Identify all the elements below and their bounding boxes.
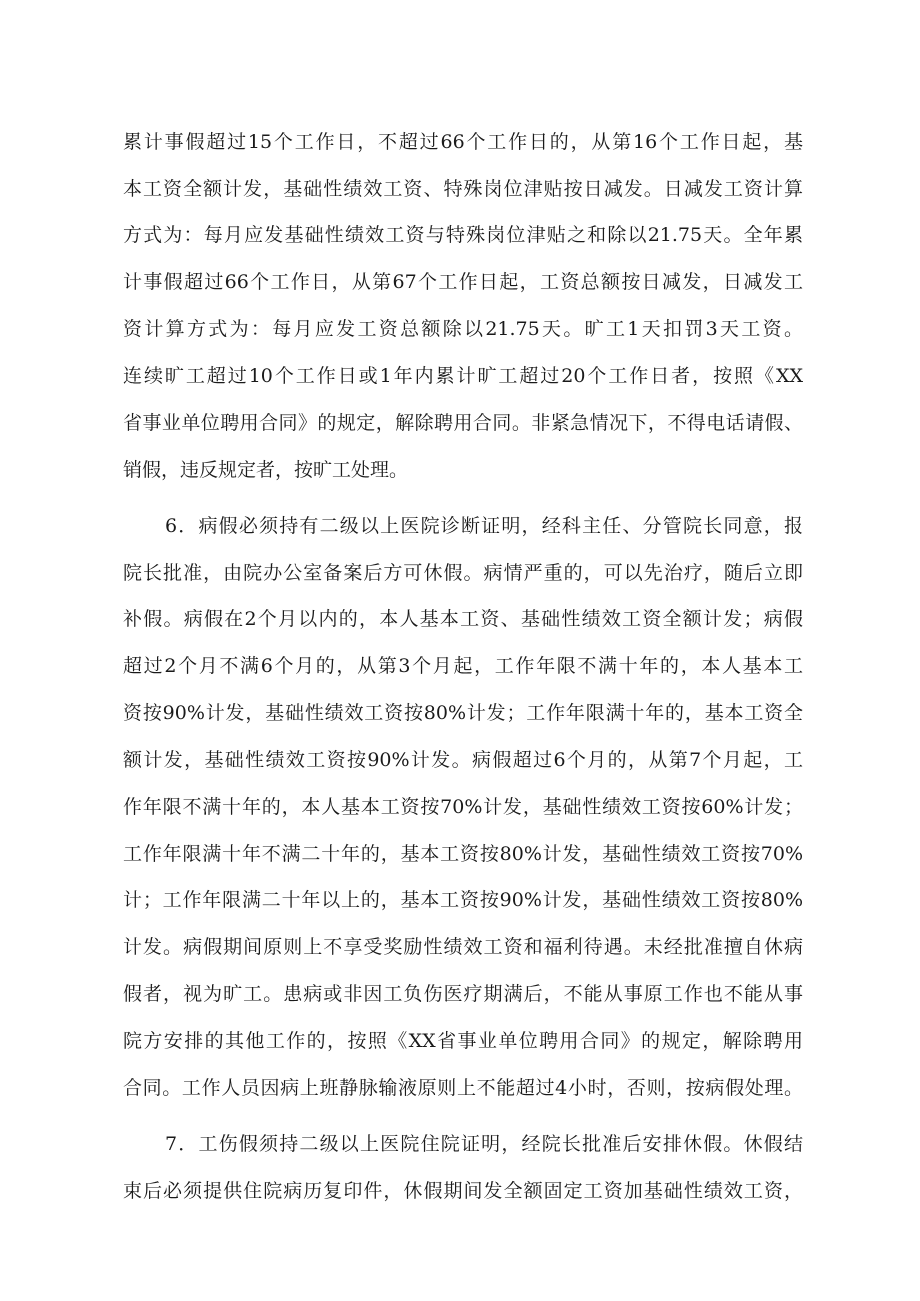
text-line: 院方安排的其他工作的，按照《XX省事业单位聘用合同》的规定，解除聘用 [123, 1030, 803, 1052]
text-line: 作年限不满十年的，本人基本工资按70%计发，基础性绩效工资按60%计发； [123, 796, 803, 818]
paragraph-6-first-line: 6．病假必须持有二级以上医院诊断证明，经科主任、分管院长同意，报 [165, 515, 803, 537]
text-line: 连续旷工超过10个工作日或1年内累计旷工超过20个工作日者，按照《XX [123, 365, 803, 387]
text-line: 补假。病假在2个月以内的，本人基本工资、基础性绩效工资全额计发；病假 [123, 608, 803, 630]
text-line: 额计发，基础性绩效工资按90%计发。病假超过6个月的，从第7个月起，工 [123, 749, 803, 771]
text-line: 院长批准，由院办公室备案后方可休假。病情严重的，可以先治疗，随后立即 [123, 562, 803, 584]
text-line: 计事假超过66个工作日，从第67个工作日起，工资总额按日减发，日减发工 [123, 271, 803, 293]
text-line: 工作年限满十年不满二十年的，基本工资按80%计发，基础性绩效工资按70% [123, 843, 803, 865]
text-line: 束后必须提供住院病历复印件，休假期间发全额固定工资加基础性绩效工资， [123, 1180, 803, 1202]
text-line: 资计算方式为：每月应发工资总额除以21.75天。旷工1天扣罚3天工资。 [123, 318, 803, 340]
text-line: 计发。病假期间原则上不享受奖励性绩效工资和福利待遇。未经批准擅自休病 [123, 936, 803, 958]
text-line: 合同。工作人员因病上班静脉输液原则上不能超过4小时，否则，按病假处理。 [123, 1077, 803, 1099]
paragraph-7-first-line: 7．工伤假须持二级以上医院住院证明，经院长批准后安排休假。休假结 [165, 1133, 803, 1155]
text-line: 省事业单位聘用合同》的规定，解除聘用合同。非紧急情况下，不得电话请假、 [123, 412, 803, 434]
text-line: 累计事假超过15个工作日，不超过66个工作日的，从第16个工作日起，基 [123, 131, 803, 153]
text-line: 本工资全额计发，基础性绩效工资、特殊岗位津贴按日减发。日减发工资计算 [123, 178, 803, 200]
text-line: 资按90%计发，基础性绩效工资按80%计发；工作年限满十年的，基本工资全 [123, 702, 803, 724]
text-line: 假者，视为旷工。患病或非因工负伤医疗期满后，不能从事原工作也不能从事 [123, 983, 803, 1005]
text-line: 方式为：每月应发基础性绩效工资与特殊岗位津贴之和除以21.75天。全年累 [123, 224, 803, 246]
text-line: 超过2个月不满6个月的，从第3个月起，工作年限不满十年的，本人基本工 [123, 655, 803, 677]
text-line: 销假，违反规定者，按旷工处理。 [123, 459, 409, 481]
text-line: 计；工作年限满二十年以上的，基本工资按90%计发，基础性绩效工资按80% [123, 889, 803, 911]
